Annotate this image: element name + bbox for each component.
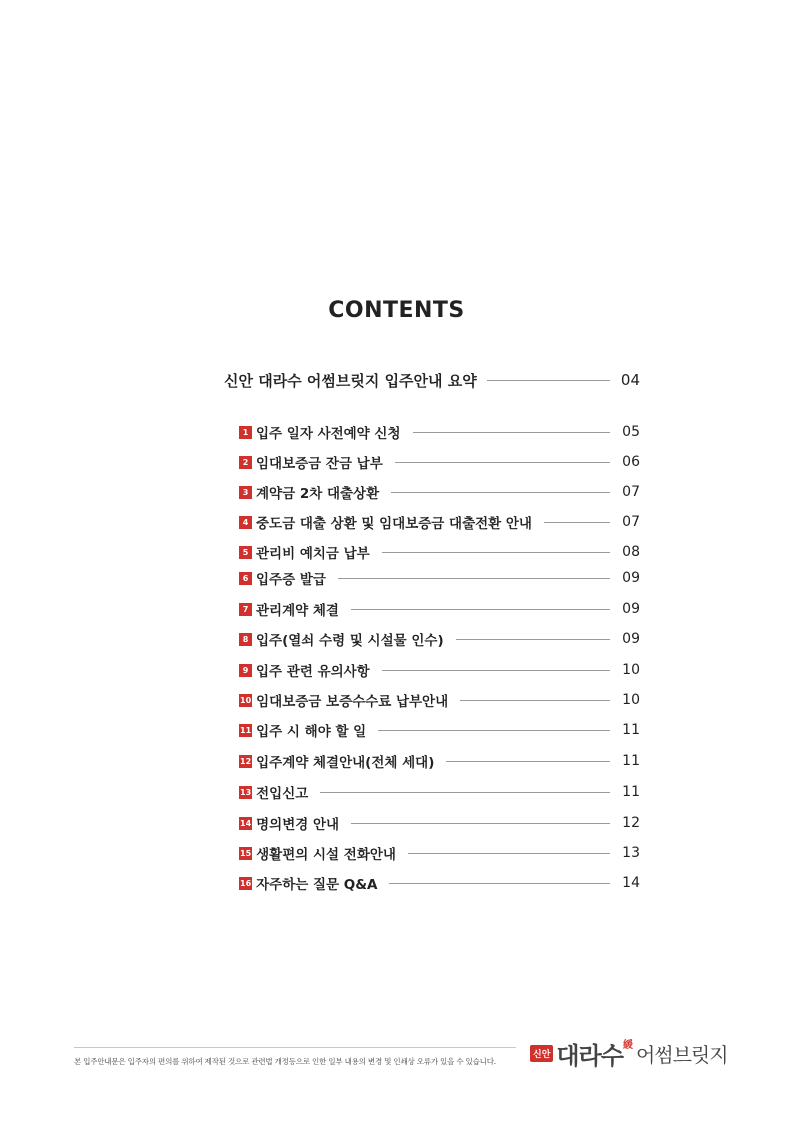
toc-item-label: 입주(열쇠 수령 및 시설물 인수) [256, 633, 444, 649]
item-number-badge: 2 [239, 456, 252, 469]
toc-item-label: 입주 시 해야 할 일 [256, 724, 367, 740]
toc-item-label: 임대보증금 잔금 납부 [256, 456, 383, 472]
dotted-leader [378, 730, 610, 731]
toc-item[interactable] [239, 659, 640, 681]
toc-item[interactable] [239, 872, 640, 894]
toc-item-label: 입주증 발급 [256, 572, 326, 588]
toc-item[interactable] [239, 481, 640, 503]
toc-item-label: 명의변경 안내 [256, 817, 340, 833]
dotted-leader [544, 522, 610, 523]
brand-badge: 신안 [530, 1045, 553, 1062]
toc-item-page: 08 [622, 544, 640, 560]
item-number-badge: 16 [240, 878, 252, 888]
toc-item-page: 14 [622, 875, 640, 891]
item-number-badge: 1 [239, 426, 252, 439]
toc-main-label: 신안 대라수 어썸브릿지 입주안내 요약 [224, 371, 477, 390]
dotted-leader [413, 432, 610, 433]
toc-item-page: 10 [622, 692, 640, 708]
toc-item[interactable] [239, 567, 640, 589]
toc-item-page: 07 [622, 514, 640, 530]
toc-item-page: 09 [622, 601, 640, 617]
toc-main-entry[interactable] [224, 368, 640, 392]
dotted-leader [446, 761, 610, 762]
item-number-badge: 11 [240, 725, 252, 735]
toc-item-label: 자주하는 질문 Q&A [256, 877, 378, 893]
toc-item[interactable] [239, 781, 640, 803]
toc-item[interactable] [239, 719, 640, 741]
dotted-leader [408, 853, 610, 854]
dotted-leader [382, 552, 610, 553]
footer-disclaimer: 본 입주안내문은 입주자의 편의를 위하여 제작된 것으로 관련법 개정등으로 인한 일부 내용의 변경 및 인쇄상 오류가 있을 수 있습니다. [74, 1057, 496, 1066]
brand-logo [530, 1036, 728, 1071]
item-number-badge: 14 [240, 818, 252, 828]
toc-item[interactable] [239, 842, 640, 864]
toc-item-page: 07 [622, 484, 640, 500]
dotted-leader [389, 883, 610, 884]
toc-item-page: 05 [622, 424, 640, 440]
item-number-badge: 6 [239, 572, 252, 585]
item-number-badge: 10 [240, 695, 252, 705]
toc-item-label: 관리계약 체결 [256, 603, 339, 619]
toc-item-page: 12 [622, 815, 640, 831]
toc-item-label: 관리비 예치금 납부 [256, 546, 370, 562]
item-number-badge: 8 [239, 633, 252, 646]
toc-item[interactable] [239, 628, 640, 650]
toc-item[interactable] [239, 451, 640, 473]
dotted-leader [395, 462, 610, 463]
item-number-badge: 9 [239, 664, 252, 677]
item-number-badge: 13 [240, 787, 252, 797]
dotted-leader [487, 380, 610, 381]
toc-item[interactable] [239, 689, 640, 711]
toc-item-page: 13 [622, 845, 640, 861]
toc-item-label: 중도금 대출 상환 및 임대보증금 대출전환 안내 [256, 516, 532, 532]
page-title: CONTENTS [328, 298, 465, 323]
dotted-leader [351, 609, 610, 610]
toc-item-label: 전입신고 [256, 786, 309, 802]
item-number-badge: 5 [239, 546, 252, 559]
toc-item[interactable] [239, 812, 640, 834]
toc-item-page: 09 [622, 570, 640, 586]
dotted-leader [456, 639, 610, 640]
toc-item[interactable] [239, 511, 640, 533]
toc-item-page: 11 [622, 753, 640, 769]
item-number-badge: 12 [240, 756, 252, 766]
item-number-badge: 4 [239, 516, 252, 529]
toc-item[interactable] [239, 541, 640, 563]
toc-item-label: 입주 관련 유의사항 [256, 664, 370, 680]
toc-item-page: 11 [622, 784, 640, 800]
toc-item-page: 06 [622, 454, 640, 470]
toc-main-page: 04 [620, 371, 640, 389]
brand-sub: 어썸브릿지 [635, 1043, 728, 1067]
toc-item[interactable] [239, 598, 640, 620]
brand-mark: 緩 [622, 1040, 633, 1051]
footer-divider [74, 1047, 516, 1048]
toc-item-label: 입주 일자 사전예약 신청 [256, 426, 401, 442]
item-number-badge: 15 [240, 848, 252, 858]
item-number-badge: 7 [239, 603, 252, 616]
toc-item-label: 계약금 2차 대출상환 [256, 486, 380, 502]
toc-item-page: 09 [622, 631, 640, 647]
dotted-leader [460, 700, 610, 701]
toc-item-label: 생활편의 시설 전화안내 [256, 847, 396, 863]
toc-item[interactable] [239, 421, 640, 443]
toc-item-page: 10 [622, 662, 640, 678]
toc-item-page: 11 [622, 722, 640, 738]
dotted-leader [320, 792, 610, 793]
toc-item[interactable] [239, 750, 640, 772]
dotted-leader [338, 578, 610, 579]
item-number-badge: 3 [239, 486, 252, 499]
dotted-leader [382, 670, 610, 671]
dotted-leader [351, 823, 610, 824]
dotted-leader [391, 492, 610, 493]
brand-main: 대라수 [556, 1042, 623, 1070]
toc-item-label: 입주계약 체결안내(전체 세대) [256, 755, 435, 771]
toc-item-label: 임대보증금 보증수수료 납부안내 [256, 694, 449, 710]
